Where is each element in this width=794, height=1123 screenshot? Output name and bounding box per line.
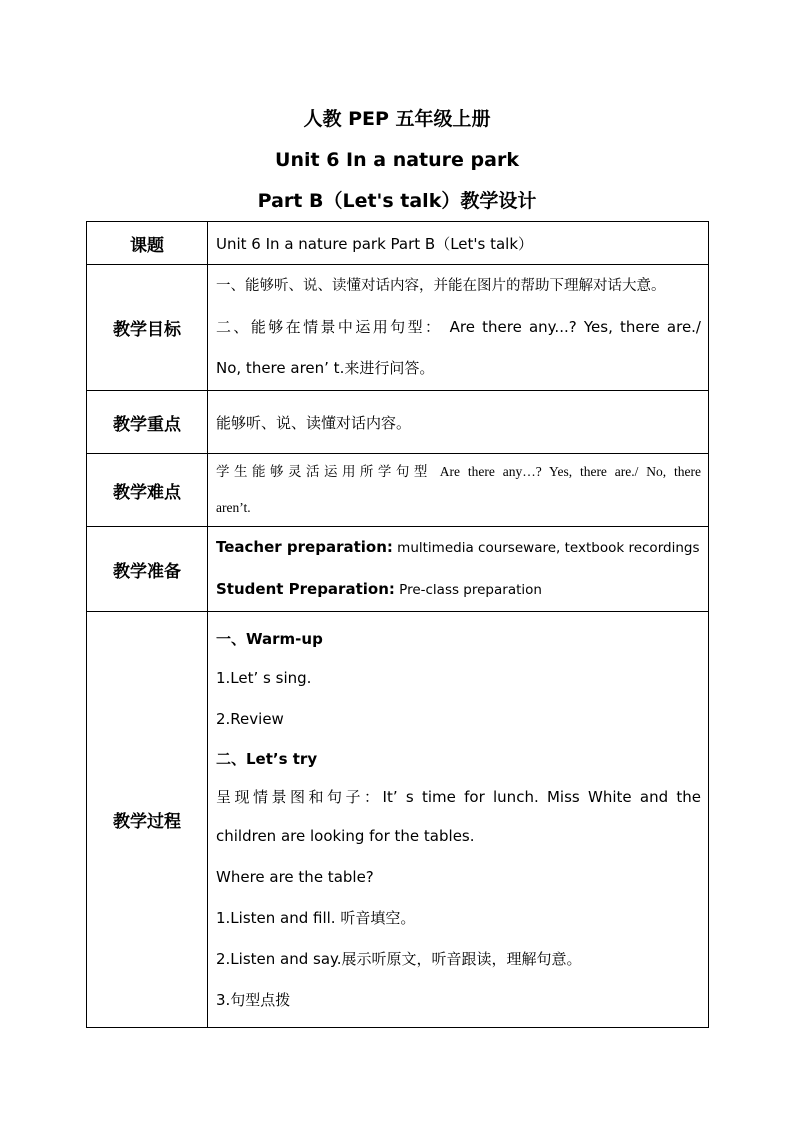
student-preparation-label: Student Preparation: [216, 580, 395, 598]
teacher-preparation-label: Teacher preparation: [216, 538, 393, 556]
student-preparation-value: Pre-class preparation [394, 582, 542, 598]
label-key-points: 教学重点 [87, 391, 208, 454]
process-item-review: 2.Review [216, 710, 284, 728]
label-topic: 课题 [87, 222, 208, 265]
process-step-1: 1.Listen and fill. 听音填空。 [216, 909, 416, 927]
row-preparation [87, 527, 709, 612]
process-text-1: 呈现情景图和句子：It’ s time for lunch. Miss White and the [216, 788, 701, 806]
value-process [208, 612, 709, 1028]
doc-title-line2: Unit 6 In a nature park [275, 149, 519, 171]
teacher-preparation [216, 527, 701, 569]
doc-title-line3: Part B（Let's talk）教学设计 [257, 190, 537, 212]
value-objectives [208, 265, 709, 391]
process-section-warmup: 一、Warm-up [216, 630, 323, 648]
objective-line-2: 二、能够在情景中运用句型： Are there any...? Yes, there are./ [216, 318, 701, 336]
label-preparation: 教学准备 [87, 527, 208, 612]
row-difficulties [87, 454, 709, 527]
row-objectives [87, 265, 709, 391]
doc-title-line1: 人教 PEP 五年级上册 [303, 108, 491, 130]
process-item-sing: 1.Let’ s sing. [216, 669, 312, 687]
value-topic: Unit 6 In a nature park Part B（Let's talk） [208, 222, 709, 265]
value-preparation [208, 527, 709, 612]
value-difficulties [208, 454, 709, 527]
difficulty-line-1: 学生能够灵活运用所学句型 Are there any…? Yes, there are./ No, there [216, 464, 701, 479]
student-preparation [216, 569, 701, 611]
objective-line-3: No, there aren’ t.来进行问答。 [216, 359, 435, 377]
teacher-preparation-value: multimedia courseware, textbook recordings [392, 540, 700, 556]
value-key-points: 能够听、说、读懂对话内容。 [208, 391, 709, 454]
process-text-2: children are looking for the tables. [216, 827, 475, 845]
label-objectives: 教学目标 [87, 265, 208, 391]
process-text-3: Where are the table? [216, 868, 374, 886]
process-step-2: 2.Listen and say.展示听原文，听音跟读，理解句意。 [216, 950, 582, 968]
row-topic [87, 222, 709, 265]
objective-line-1: 一、能够听、说、读懂对话内容，并能在图片的帮助下理解对话大意。 [216, 278, 666, 294]
process-step-3: 3.句型点拨 [216, 991, 291, 1009]
label-difficulties: 教学难点 [87, 454, 208, 527]
difficulty-line-2: aren’t. [216, 500, 251, 515]
label-process: 教学过程 [87, 612, 208, 1028]
row-process [87, 612, 709, 1028]
row-key-points [87, 391, 709, 454]
lesson-plan-table [86, 221, 709, 1028]
process-section-try: 二、Let’s try [216, 750, 318, 768]
